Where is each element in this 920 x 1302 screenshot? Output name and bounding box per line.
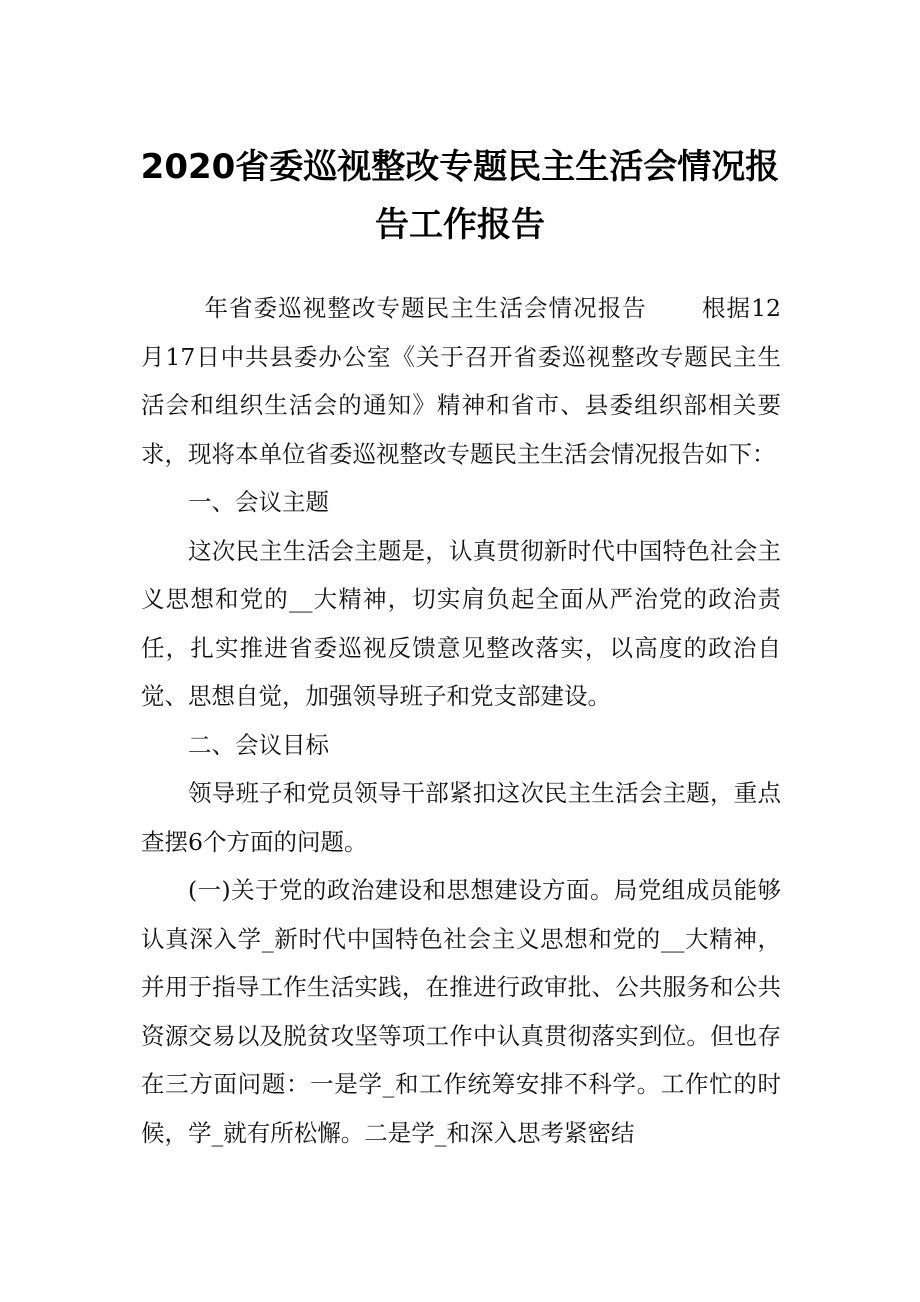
section-1-heading: 一、会议主题 xyxy=(188,488,329,516)
document-body xyxy=(141,284,781,1157)
section-1-paragraph: 这次民主生活会主题是，认真贯彻新时代中国特色社会主义思想和党的__大精神，切实肩负起全面从严治党的政治责任，扎实推进省委巡视反馈意见整改落实，以高度的政治自觉、思想自觉，加强领导班子和党支部建设。 xyxy=(141,536,781,710)
intro-paragraph xyxy=(141,284,781,478)
section-2-heading: 二、会议目标 xyxy=(188,730,329,759)
title-line-2: 告工作报告 xyxy=(375,205,545,245)
intro-text: 根据12月17日中共县委办公室《关于召开省委巡视整改专题民主生活会和组织生活会的通知》精神和省市、县委组织部相关要求，现将本单位省委巡视整改专题民主生活会情况报告如下： xyxy=(141,294,781,468)
title-line-1: 2020省委巡视整改专题民主生活会情况报 xyxy=(140,147,780,187)
document-title xyxy=(120,138,800,254)
section-2-paragraph: 领导班子和党员领导干部紧扣这次民主生活会主题，重点查摆6个方面的问题。 xyxy=(141,779,781,856)
intro-heading: 年省委巡视整改专题民主生活会情况报告 xyxy=(204,294,647,322)
item-1-paragraph: (一)关于党的政治建设和思想建设方面。局党组成员能够认真深入学_新时代中国特色社会主义思想和党的__大精神，并用于指导工作生活实践，在推进行政审批、公共服务和公共资源交易以及脱贫攻坚等项工作中认真贯彻落实到位。但也存在三方面问题：一是学_和工作统筹安排不科学。工作忙的时候，学_就有所松懈。二是学_和深入思考紧密结 xyxy=(141,876,781,1147)
